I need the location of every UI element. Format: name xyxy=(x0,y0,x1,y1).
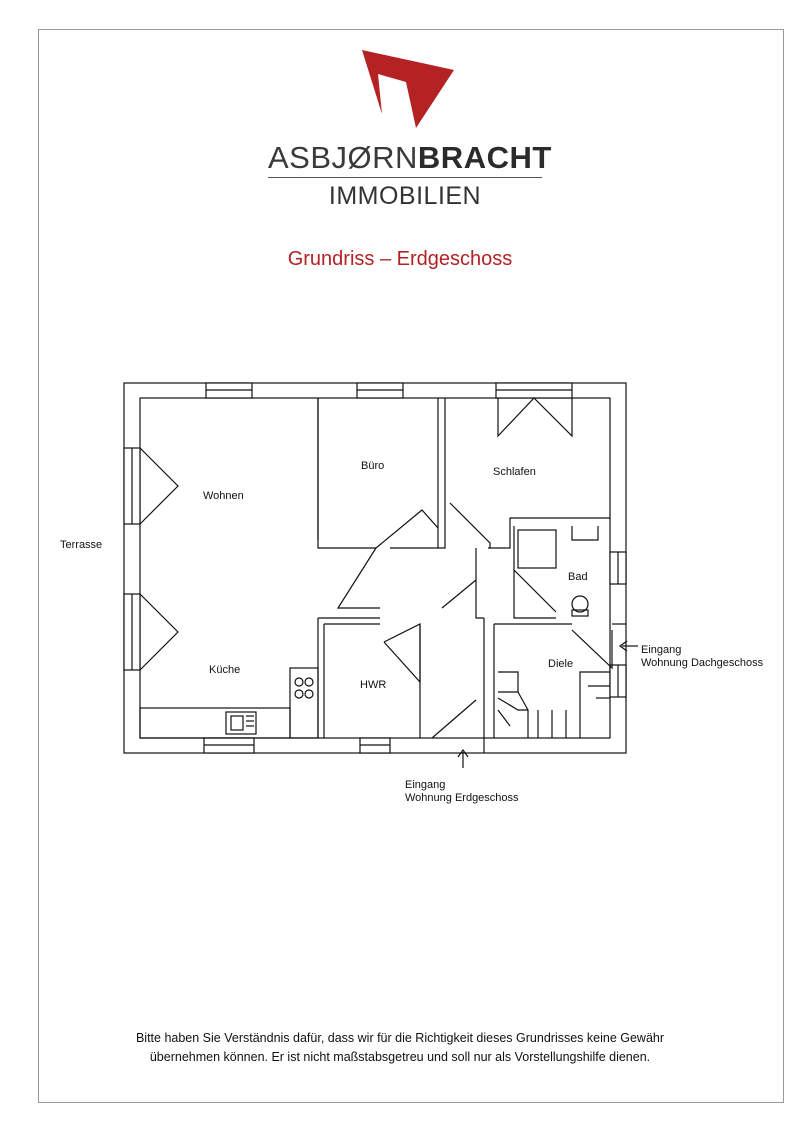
entrance-dach-line1: Eingang xyxy=(641,644,682,656)
brand-name-light: ASBJØRN xyxy=(268,140,418,175)
room-label-terrasse: Terrasse xyxy=(60,539,103,551)
room-label-buero: Büro xyxy=(361,460,385,472)
room-label-wohnen: Wohnen xyxy=(203,490,244,502)
brand-name-bold: BRACHT xyxy=(417,140,552,175)
entrance-dach-line2: Wohnung Dachgeschoss xyxy=(641,657,764,669)
room-label-hwr: HWR xyxy=(360,679,387,691)
disclaimer-line1: Bitte haben Sie Verständnis dafür, dass wir für die Richtigkeit dieses Grundrisses keine Gewähr xyxy=(135,1031,665,1045)
room-label-schlafen: Schlafen xyxy=(493,466,536,478)
disclaimer-line2: übernehmen können. Er ist nicht maßstabsgetreu und soll nur als Vorstellungshilfe dienen. xyxy=(149,1050,651,1064)
room-label-kueche: Küche xyxy=(209,664,241,676)
room-label-diele: Diele xyxy=(548,658,574,670)
entrance-erd-line1: Eingang xyxy=(405,779,446,791)
entrance-erd-line2: Wohnung Erdgeschoss xyxy=(405,792,519,804)
brand-subtitle: IMMOBILIEN xyxy=(328,182,482,210)
page-title: Grundriss – Erdgeschoss xyxy=(287,248,513,270)
disclaimer xyxy=(90,1029,710,1067)
room-label-bad: Bad xyxy=(568,571,588,583)
